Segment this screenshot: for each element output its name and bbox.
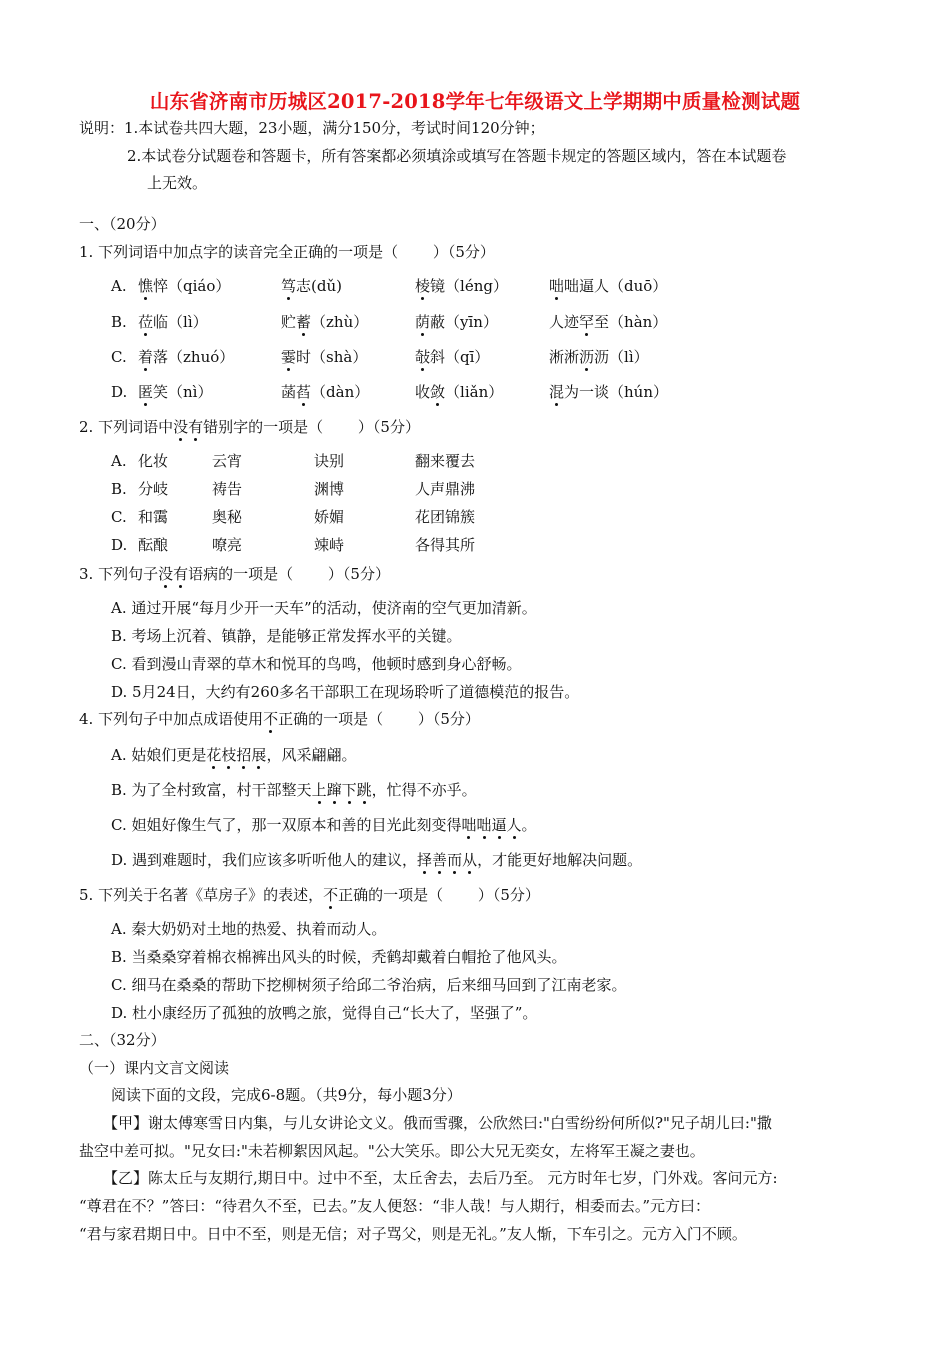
- q4-stem-post: 正确的一项是（ ）（5分）: [278, 710, 480, 728]
- page-title: 山东省济南市历城区2017-2018学年七年级语文上学期期中质量检测试题: [149, 90, 801, 113]
- q4-stem: [79, 709, 480, 729]
- emphasis-char: 上: [311, 781, 327, 799]
- q2-option-word: 和霭: [138, 508, 169, 526]
- word-text: 悴（qiáo）: [153, 277, 231, 295]
- q3-stem-emphasis: [158, 565, 188, 583]
- dotted-char: 咄: [549, 277, 565, 295]
- emphasis-char: 不: [263, 710, 279, 728]
- q2-stem-pre: 2. 下列词语中: [79, 418, 174, 436]
- dotted-char: 混: [549, 383, 565, 401]
- q2-option-word: 渊博: [314, 480, 345, 498]
- q2-option-word: 酝酿: [138, 536, 169, 554]
- q2-stem-post: 错别字的一项是（ ）（5分）: [203, 418, 420, 436]
- section-1-header: 一、（20分）: [79, 215, 166, 233]
- emphasis-char: 从: [462, 851, 478, 869]
- q2-option-label: C.: [111, 508, 127, 526]
- q1-option-word: [549, 276, 667, 296]
- idiom-emphasis: [417, 851, 477, 869]
- q2-option-word: 嘹亮: [212, 536, 243, 554]
- q4-option: [111, 745, 356, 765]
- emphasis-char: 枝: [221, 746, 237, 764]
- option-text: ，才能更好地解决问题。: [477, 851, 643, 869]
- q1-option-word: [281, 382, 369, 402]
- q3-stem-post: 语病的一项是（ ）（5分）: [188, 565, 390, 583]
- q1-option-word: [415, 312, 498, 332]
- q3-option-b: B. 考场上沉着、镇静，是能够正常发挥水平的关键。: [111, 627, 462, 645]
- word-text: 淅淅: [549, 348, 580, 366]
- q2-option-word: 云宵: [212, 452, 243, 470]
- dotted-char: 憔: [138, 277, 154, 295]
- word-text: 贮: [281, 313, 297, 331]
- emphasis-char: 有: [173, 565, 189, 583]
- reading-instruction: 阅读下面的文段，完成6-8题。（共9分，每小题3分）: [111, 1086, 462, 1104]
- q2-option-word: 诀别: [314, 452, 345, 470]
- emphasis-char: 有: [188, 418, 204, 436]
- q4-option: [111, 850, 642, 870]
- q2-option-word: 翻来覆去: [415, 452, 476, 470]
- word-text: 镜（léng）: [430, 277, 508, 295]
- q1-option-label: B.: [111, 313, 127, 331]
- q1-option-word: [281, 276, 342, 296]
- q1-option-label: D.: [111, 383, 128, 401]
- passage-yi-line-2: “尊君在不？”答曰：“待君久不至，已去。”友人便怒：“非人哉！与人期行，相委而去。”元方曰：: [79, 1197, 711, 1215]
- dotted-char: 着: [138, 348, 154, 366]
- q1-option-word: [549, 347, 649, 367]
- q1-option-word: [281, 312, 368, 332]
- q2-option-word: 各得其所: [415, 536, 476, 554]
- q4-stem-emphasis: [263, 710, 278, 728]
- word-text: 时（shà）: [296, 348, 368, 366]
- q5-option-a: A. 秦大奶奶对土地的热爱、执着而动人。: [111, 920, 387, 938]
- q1-option-word: [549, 312, 667, 332]
- q5-option-b: B. 当桑桑穿着棉衣棉裤出风头的时候，秃鹤却戴着白帽抢了他风头。: [111, 948, 567, 966]
- word-text: 至（hàn）: [594, 313, 668, 331]
- option-text: 。: [521, 816, 537, 834]
- word-text: 落（zhuó）: [153, 348, 235, 366]
- q5-option-d: D. 杜小康经历了孤独的放鸭之旅，觉得自己“长大了，坚强了”。: [111, 1004, 538, 1022]
- word-text: 斜（qī）: [430, 348, 490, 366]
- q1-option-word: [549, 382, 668, 402]
- emphasis-char: 咄: [461, 816, 477, 834]
- q2-option-word: 竦峙: [314, 536, 345, 554]
- emphasis-char: 不: [323, 886, 339, 904]
- dotted-char: 敛: [430, 383, 446, 401]
- q2-option-label: D.: [111, 536, 128, 554]
- idiom-emphasis: [461, 816, 521, 834]
- word-text: （liǎn）: [445, 383, 504, 401]
- word-text: （dàn）: [311, 383, 370, 401]
- word-text: 菡: [281, 383, 297, 401]
- emphasis-char: 花: [206, 746, 222, 764]
- word-text: 人迹: [549, 313, 580, 331]
- emphasis-char: 而: [447, 851, 463, 869]
- option-text: ，忙得不亦乎。: [371, 781, 477, 799]
- dotted-char: 沥: [579, 348, 595, 366]
- passage-yi-line-3: “君与家君期日中。日中不至，则是无信；对子骂父，则是无礼。”友人惭，下车引之。元方入门不顾。: [79, 1225, 747, 1243]
- word-text: 蔽（yīn）: [430, 313, 498, 331]
- q1-option-word: [415, 347, 489, 367]
- passage-jia-line-2: 盐空中差可拟。"兄女曰:"未若柳絮因风起。"公大笑乐。即公大兄无奕女，左将军王凝之妻也。: [79, 1142, 705, 1160]
- emphasis-char: 下: [341, 781, 357, 799]
- emphasis-char: 没: [158, 565, 174, 583]
- q5-stem: [79, 885, 540, 905]
- q2-option-word: 分岐: [138, 480, 169, 498]
- dotted-char: 萏: [296, 383, 312, 401]
- option-text: B. 为了全村致富，村干部整天: [111, 781, 312, 799]
- dotted-char: 棱: [415, 277, 431, 295]
- passage-jia-line-1: 【甲】谢太傅寒雪日内集，与儿女讲论文义。俄而雪骤，公欣然曰:"白雪纷纷何所似?"兄子胡儿曰:"撒: [103, 1114, 772, 1132]
- q3-option-d: D. 5月24日，大约有260多名干部职工在现场聆听了道德模范的报告。: [111, 683, 580, 701]
- q2-option-word: 奥秘: [212, 508, 243, 526]
- notes-line-2: 2.本试卷分试题卷和答题卡，所有答案都必须填涂或填写在答题卡规定的答题区域内，答在本试题卷: [127, 147, 787, 165]
- word-text: 咄逼人（duō）: [564, 277, 668, 295]
- dotted-char: 罕: [579, 313, 595, 331]
- q4-option: [111, 780, 477, 800]
- emphasis-text: [263, 710, 278, 728]
- q1-option-label: C.: [111, 348, 127, 366]
- idiom-emphasis: [206, 746, 266, 764]
- q4-stem-pre: 4. 下列句子中加点成语使用: [79, 710, 264, 728]
- option-text: A. 姑娘们更是: [111, 746, 207, 764]
- word-text: 临（lì）: [153, 313, 208, 331]
- q1-stem: 1. 下列词语中加点字的读音完全正确的一项是（ ）（5分）: [79, 243, 495, 261]
- q1-option-word: [138, 382, 212, 402]
- q2-option-word: 祷告: [212, 480, 243, 498]
- emphasis-char: 逼: [491, 816, 507, 834]
- q3-stem-pre: 3. 下列句子: [79, 565, 159, 583]
- dotted-char: 匿: [138, 383, 154, 401]
- emphasis-char: 展: [251, 746, 267, 764]
- dotted-char: 荫: [415, 313, 431, 331]
- q5-stem-post: 正确的一项是（ ）（5分）: [338, 886, 540, 904]
- q5-option-c: C. 细马在桑桑的帮助下挖柳树须子给邱二爷治病，后来细马回到了江南老家。: [111, 976, 627, 994]
- idiom-emphasis: [312, 781, 372, 799]
- word-text: 笑（nì）: [153, 383, 213, 401]
- q2-option-word: 化妆: [138, 452, 169, 470]
- option-text: D. 遇到难题时，我们应该多听听他人的建议，: [111, 851, 418, 869]
- emphasis-text: [158, 565, 188, 583]
- dotted-char: 莅: [138, 313, 154, 331]
- option-text: C. 妲姐好像生气了，那一双原本和善的目光此刻变得: [111, 816, 462, 834]
- emphasis-char: 招: [236, 746, 252, 764]
- dotted-char: 蓄: [296, 313, 312, 331]
- dotted-char: 敧: [415, 348, 431, 366]
- dotted-char: 笃: [281, 277, 297, 295]
- q1-option-word: [138, 276, 230, 296]
- q2-option-label: B.: [111, 480, 127, 498]
- q1-option-word: [138, 347, 234, 367]
- q1-option-word: [415, 382, 503, 402]
- q2-option-label: A.: [111, 452, 127, 470]
- q2-stem-emphasis: [173, 418, 203, 436]
- q3-option-c: C. 看到漫山青翠的草木和悦耳的鸟鸣，他顿时感到身心舒畅。: [111, 655, 522, 673]
- dotted-char: 霎: [281, 348, 297, 366]
- q2-option-word: 娇媚: [314, 508, 345, 526]
- passage-yi-line-1: 【乙】陈太丘与友期行,期日中。过中不至，太丘舍去，去后乃至。 元方时年七岁，门外戏。客问元方:: [103, 1169, 778, 1187]
- emphasis-char: 蹿: [326, 781, 342, 799]
- notes-line-1: 说明：1.本试卷共四大题，23小题，满分150分，考试时间120分钟；: [79, 119, 545, 137]
- word-text: （zhù）: [311, 313, 369, 331]
- section-2-header: 二、（32分）: [79, 1031, 166, 1049]
- emphasis-char: 跳: [356, 781, 372, 799]
- emphasis-char: 善: [432, 851, 448, 869]
- q2-stem: [79, 417, 420, 437]
- q3-stem: [79, 564, 390, 584]
- emphasis-char: 择: [417, 851, 433, 869]
- q5-stem-pre: 5. 下列关于名著《草房子》的表述，: [79, 886, 324, 904]
- q4-option: [111, 815, 537, 835]
- emphasis-char: 没: [173, 418, 189, 436]
- q1-option-word: [138, 312, 208, 332]
- emphasis-char: 人: [506, 816, 522, 834]
- word-text: 志(dǔ): [296, 277, 342, 295]
- notes-line-3: 上无效。: [147, 174, 208, 192]
- q2-option-word: 花团锦簇: [415, 508, 476, 526]
- word-text: 沥（lì）: [594, 348, 649, 366]
- word-text: 为一谈（hún）: [564, 383, 668, 401]
- q1-option-label: A.: [111, 277, 127, 295]
- word-text: 收: [415, 383, 431, 401]
- emphasis-text: [173, 418, 203, 436]
- q5-stem-emphasis: [323, 886, 338, 904]
- emphasis-char: 咄: [476, 816, 492, 834]
- q2-option-word: 人声鼎沸: [415, 480, 476, 498]
- q1-option-word: [281, 347, 367, 367]
- q3-option-a: A. 通过开展“每月少开一天车”的活动，使济南的空气更加清新。: [111, 599, 537, 617]
- q1-option-word: [415, 276, 508, 296]
- emphasis-text: [323, 886, 338, 904]
- section-2-sub-1: （一）课内文言文阅读: [79, 1059, 230, 1077]
- option-text: ，风采翩翩。: [266, 746, 357, 764]
